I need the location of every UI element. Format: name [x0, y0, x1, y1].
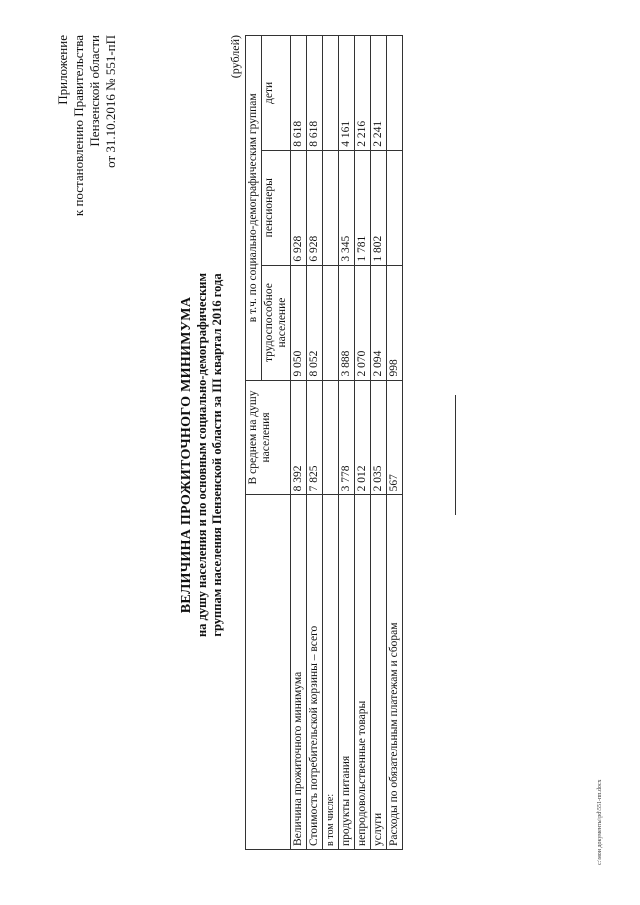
units-label: (рублей)	[228, 35, 242, 79]
cell-avg: 7 825	[307, 380, 323, 495]
cell-children: 8 618	[307, 36, 323, 151]
file-path-footer: c:\мои документы\pd\551-пп.docx	[597, 779, 603, 865]
row-label: услуги	[371, 495, 387, 850]
cell-pensioners: 6 928	[291, 150, 307, 265]
cell-avg	[323, 380, 339, 495]
cell-working: 9 050	[291, 265, 307, 380]
table-row	[387, 36, 403, 850]
appendix-block	[55, 35, 119, 325]
cell-pensioners: 3 345	[339, 150, 355, 265]
cell-children: 4 161	[339, 36, 355, 151]
table-row	[371, 36, 387, 850]
row-label: продукты питания	[339, 495, 355, 850]
appendix-line-2: к постановлению Правительства	[71, 35, 86, 217]
title-main: ВЕЛИЧИНА ПРОЖИТОЧНОГО МИНИМУМА	[179, 296, 194, 614]
title-sub-1: на душу населения и по основным социально-демографическим	[195, 272, 209, 638]
cell-pensioners: 1 802	[371, 150, 387, 265]
row-label: Расходы по обязательным платежам и сборам	[387, 495, 403, 850]
cell-working: 8 052	[307, 265, 323, 380]
header-groups: в т.ч. по социально-демографическим группам	[246, 36, 262, 381]
cell-pensioners: 1 781	[355, 150, 371, 265]
table-header-row-1	[246, 36, 262, 850]
cell-avg: 2 012	[355, 380, 371, 495]
header-children: дети	[262, 36, 291, 151]
title-sub-2: группам населения Пензенской области за III квартал 2016 года	[210, 273, 224, 637]
cell-children	[387, 36, 403, 151]
header-empty-cell	[246, 495, 291, 850]
appendix-line-1: Приложение	[55, 35, 70, 105]
row-label: Величина прожиточного минимума	[291, 495, 307, 850]
header-avg: В среднем на душу населения	[246, 380, 291, 495]
cell-children: 2 241	[371, 36, 387, 151]
table-row	[323, 36, 339, 850]
cell-pensioners: 6 928	[307, 150, 323, 265]
cell-working: 2 070	[355, 265, 371, 380]
cell-avg: 567	[387, 380, 403, 495]
row-label: Стоимость потребительской корзины – всего	[307, 495, 323, 850]
table-row	[355, 36, 371, 850]
cell-working: 3 888	[339, 265, 355, 380]
cell-working: 2 094	[371, 265, 387, 380]
table-row	[291, 36, 307, 850]
cell-children: 2 216	[355, 36, 371, 151]
cell-avg: 8 392	[291, 380, 307, 495]
appendix-line-4: от 31.10.2016 № 551-пП	[103, 35, 118, 168]
cell-working	[323, 265, 339, 380]
row-label: непродовольственные товары	[355, 495, 371, 850]
subsistence-table	[245, 35, 403, 850]
cell-pensioners	[323, 150, 339, 265]
cell-children	[323, 36, 339, 151]
header-working: трудоспособное население	[262, 265, 291, 380]
document-title	[178, 135, 225, 775]
cell-avg: 3 778	[339, 380, 355, 495]
cell-pensioners	[387, 150, 403, 265]
cell-children: 8 618	[291, 36, 307, 151]
table-row	[339, 36, 355, 850]
cell-avg: 2 035	[371, 380, 387, 495]
divider-line	[455, 395, 456, 515]
row-label: в том числе:	[323, 495, 339, 850]
table-row	[307, 36, 323, 850]
appendix-line-3: Пензенской области	[87, 35, 102, 147]
cell-working: 998	[387, 265, 403, 380]
header-pensioners: пенсионеры	[262, 150, 291, 265]
